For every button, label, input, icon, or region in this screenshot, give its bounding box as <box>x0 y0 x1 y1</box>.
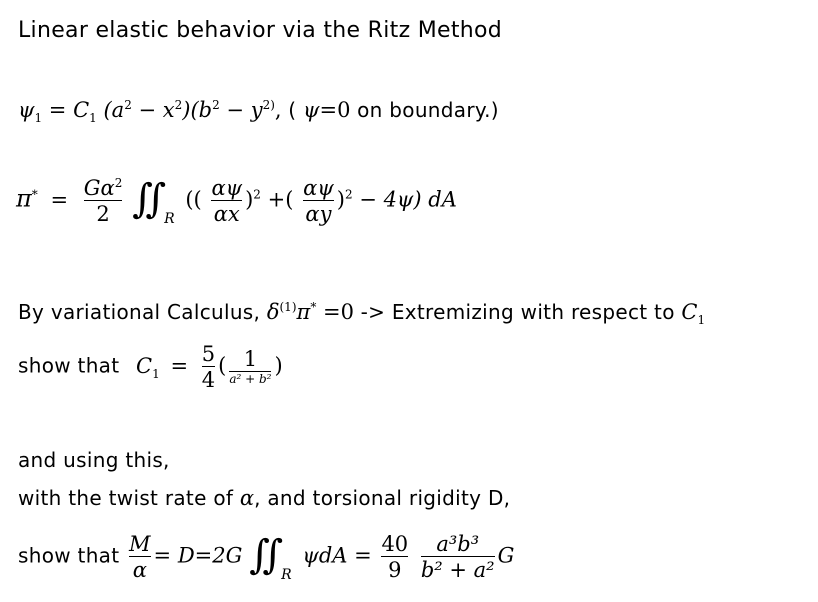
five-fourths <box>202 342 215 392</box>
region-label: R <box>164 210 175 227</box>
c1-sub-2: 1 <box>697 313 706 328</box>
page-title <box>18 18 502 43</box>
exp-b: 2 <box>212 98 220 112</box>
pi-symbol: π <box>16 184 32 213</box>
alpha-symbol: α <box>239 486 255 510</box>
inverse-sum <box>229 347 271 387</box>
f2-den: a² + b² <box>229 372 272 387</box>
forty-ninths <box>381 532 408 582</box>
delta-sup: (1) <box>279 300 297 314</box>
note-open: ( <box>288 98 304 122</box>
f2-num-40: 40 <box>381 532 409 556</box>
using-this-line <box>18 448 170 472</box>
d2-num: αψ <box>303 176 334 200</box>
g-symbol: G <box>497 543 515 568</box>
d1-den: αx <box>211 200 242 226</box>
variational-statement <box>18 300 706 328</box>
delta-symbol: δ <box>266 300 280 324</box>
comma: , <box>274 98 282 122</box>
m-num: M <box>129 532 151 556</box>
d2-den: αy <box>303 200 334 226</box>
double-integral-icon: ∬ <box>132 176 167 223</box>
c1-symbol-2: C <box>681 300 698 324</box>
equals-2: = <box>170 353 189 378</box>
f3-num: a³b³ <box>436 532 480 556</box>
double-integral-icon-2: ∬ <box>249 532 284 579</box>
exp-y: 2) <box>262 98 275 112</box>
show-d-equation <box>18 532 514 582</box>
title-text: Linear elastic behavior via the Ritz Method <box>18 18 503 43</box>
c1-symbol: = C <box>48 98 90 122</box>
expr-y: − y <box>219 98 263 122</box>
note-psi: ψ <box>303 98 320 122</box>
d2-fraction <box>303 176 334 226</box>
exp-x: 2 <box>174 98 183 112</box>
open-paren: (( <box>185 187 202 212</box>
expr-a: (a <box>103 98 125 122</box>
pi-star-2: * <box>310 300 317 314</box>
eq-zero: =0 <box>316 300 354 324</box>
psi-subscript: 1 <box>34 111 43 126</box>
expr-b: )(b <box>182 98 213 122</box>
using-text: and using this, <box>18 448 170 472</box>
exp-a: 2 <box>124 98 132 112</box>
m-over-alpha <box>129 532 151 582</box>
d1-fraction <box>211 176 242 226</box>
sq2: 2 <box>344 187 353 202</box>
close-paren-2: ) <box>274 353 283 378</box>
f1-den: 4 <box>201 368 216 393</box>
alpha-den: α <box>129 556 151 582</box>
ab-fraction <box>421 532 495 582</box>
c1-sub-3: 1 <box>152 366 160 381</box>
tail-expr: − 4ψ) dA <box>359 187 457 212</box>
rigidity-text: , and torsional rigidity D, <box>254 486 511 510</box>
note-eq: =0 <box>319 98 351 122</box>
pi-star-equation: π* = $\frac{G\alpha^2}{2}$ $∬_R$ (( $\frac{\alpha\psi}{\alpha x}$ )$^2$ +( $\frac{\alpha\psi}{\alpha y}$ )$^2$ − 4ψ) dA <box>16 176 457 227</box>
region-label-2: R <box>281 566 292 583</box>
equals: = <box>50 187 69 212</box>
variational-text: By variational Calculus, <box>18 300 267 324</box>
plus: +( <box>267 187 294 212</box>
d-equals-2g: = D=2G <box>153 543 243 568</box>
note-text: on boundary.) <box>350 98 499 122</box>
coef-num: Gα <box>83 176 115 200</box>
open-paren-2: ( <box>218 353 227 378</box>
pi-star: * <box>31 187 38 202</box>
pi-symbol-2: π <box>296 300 311 324</box>
f2-den-9: 9 <box>381 556 408 582</box>
psi-equation <box>18 98 499 126</box>
extremizing-text: -> Extremizing with respect to <box>353 300 682 324</box>
c1-subscript: 1 <box>89 111 97 126</box>
expr-x: − x <box>131 98 175 122</box>
show-c1-equation <box>18 342 283 392</box>
c1-symbol-3: C <box>136 353 153 378</box>
coef-fraction <box>84 176 123 226</box>
sq1: 2 <box>253 187 261 202</box>
psi-symbol: ψ <box>18 98 35 122</box>
d1-num: αψ <box>211 176 243 200</box>
f1-num: 5 <box>201 342 216 366</box>
equals-3: = <box>354 543 372 568</box>
integrand: ψdA <box>302 543 348 568</box>
twist-text: with the twist rate of <box>18 486 240 510</box>
twist-rate-line <box>18 486 510 510</box>
f2-num: 1 <box>243 347 258 372</box>
coef-num-exp: 2 <box>114 176 123 190</box>
show-that-label: show that <box>18 353 127 378</box>
f3-den: b² + a² <box>420 558 495 583</box>
coef-den: 2 <box>84 200 123 226</box>
show-that-label-2: show that <box>18 543 127 568</box>
